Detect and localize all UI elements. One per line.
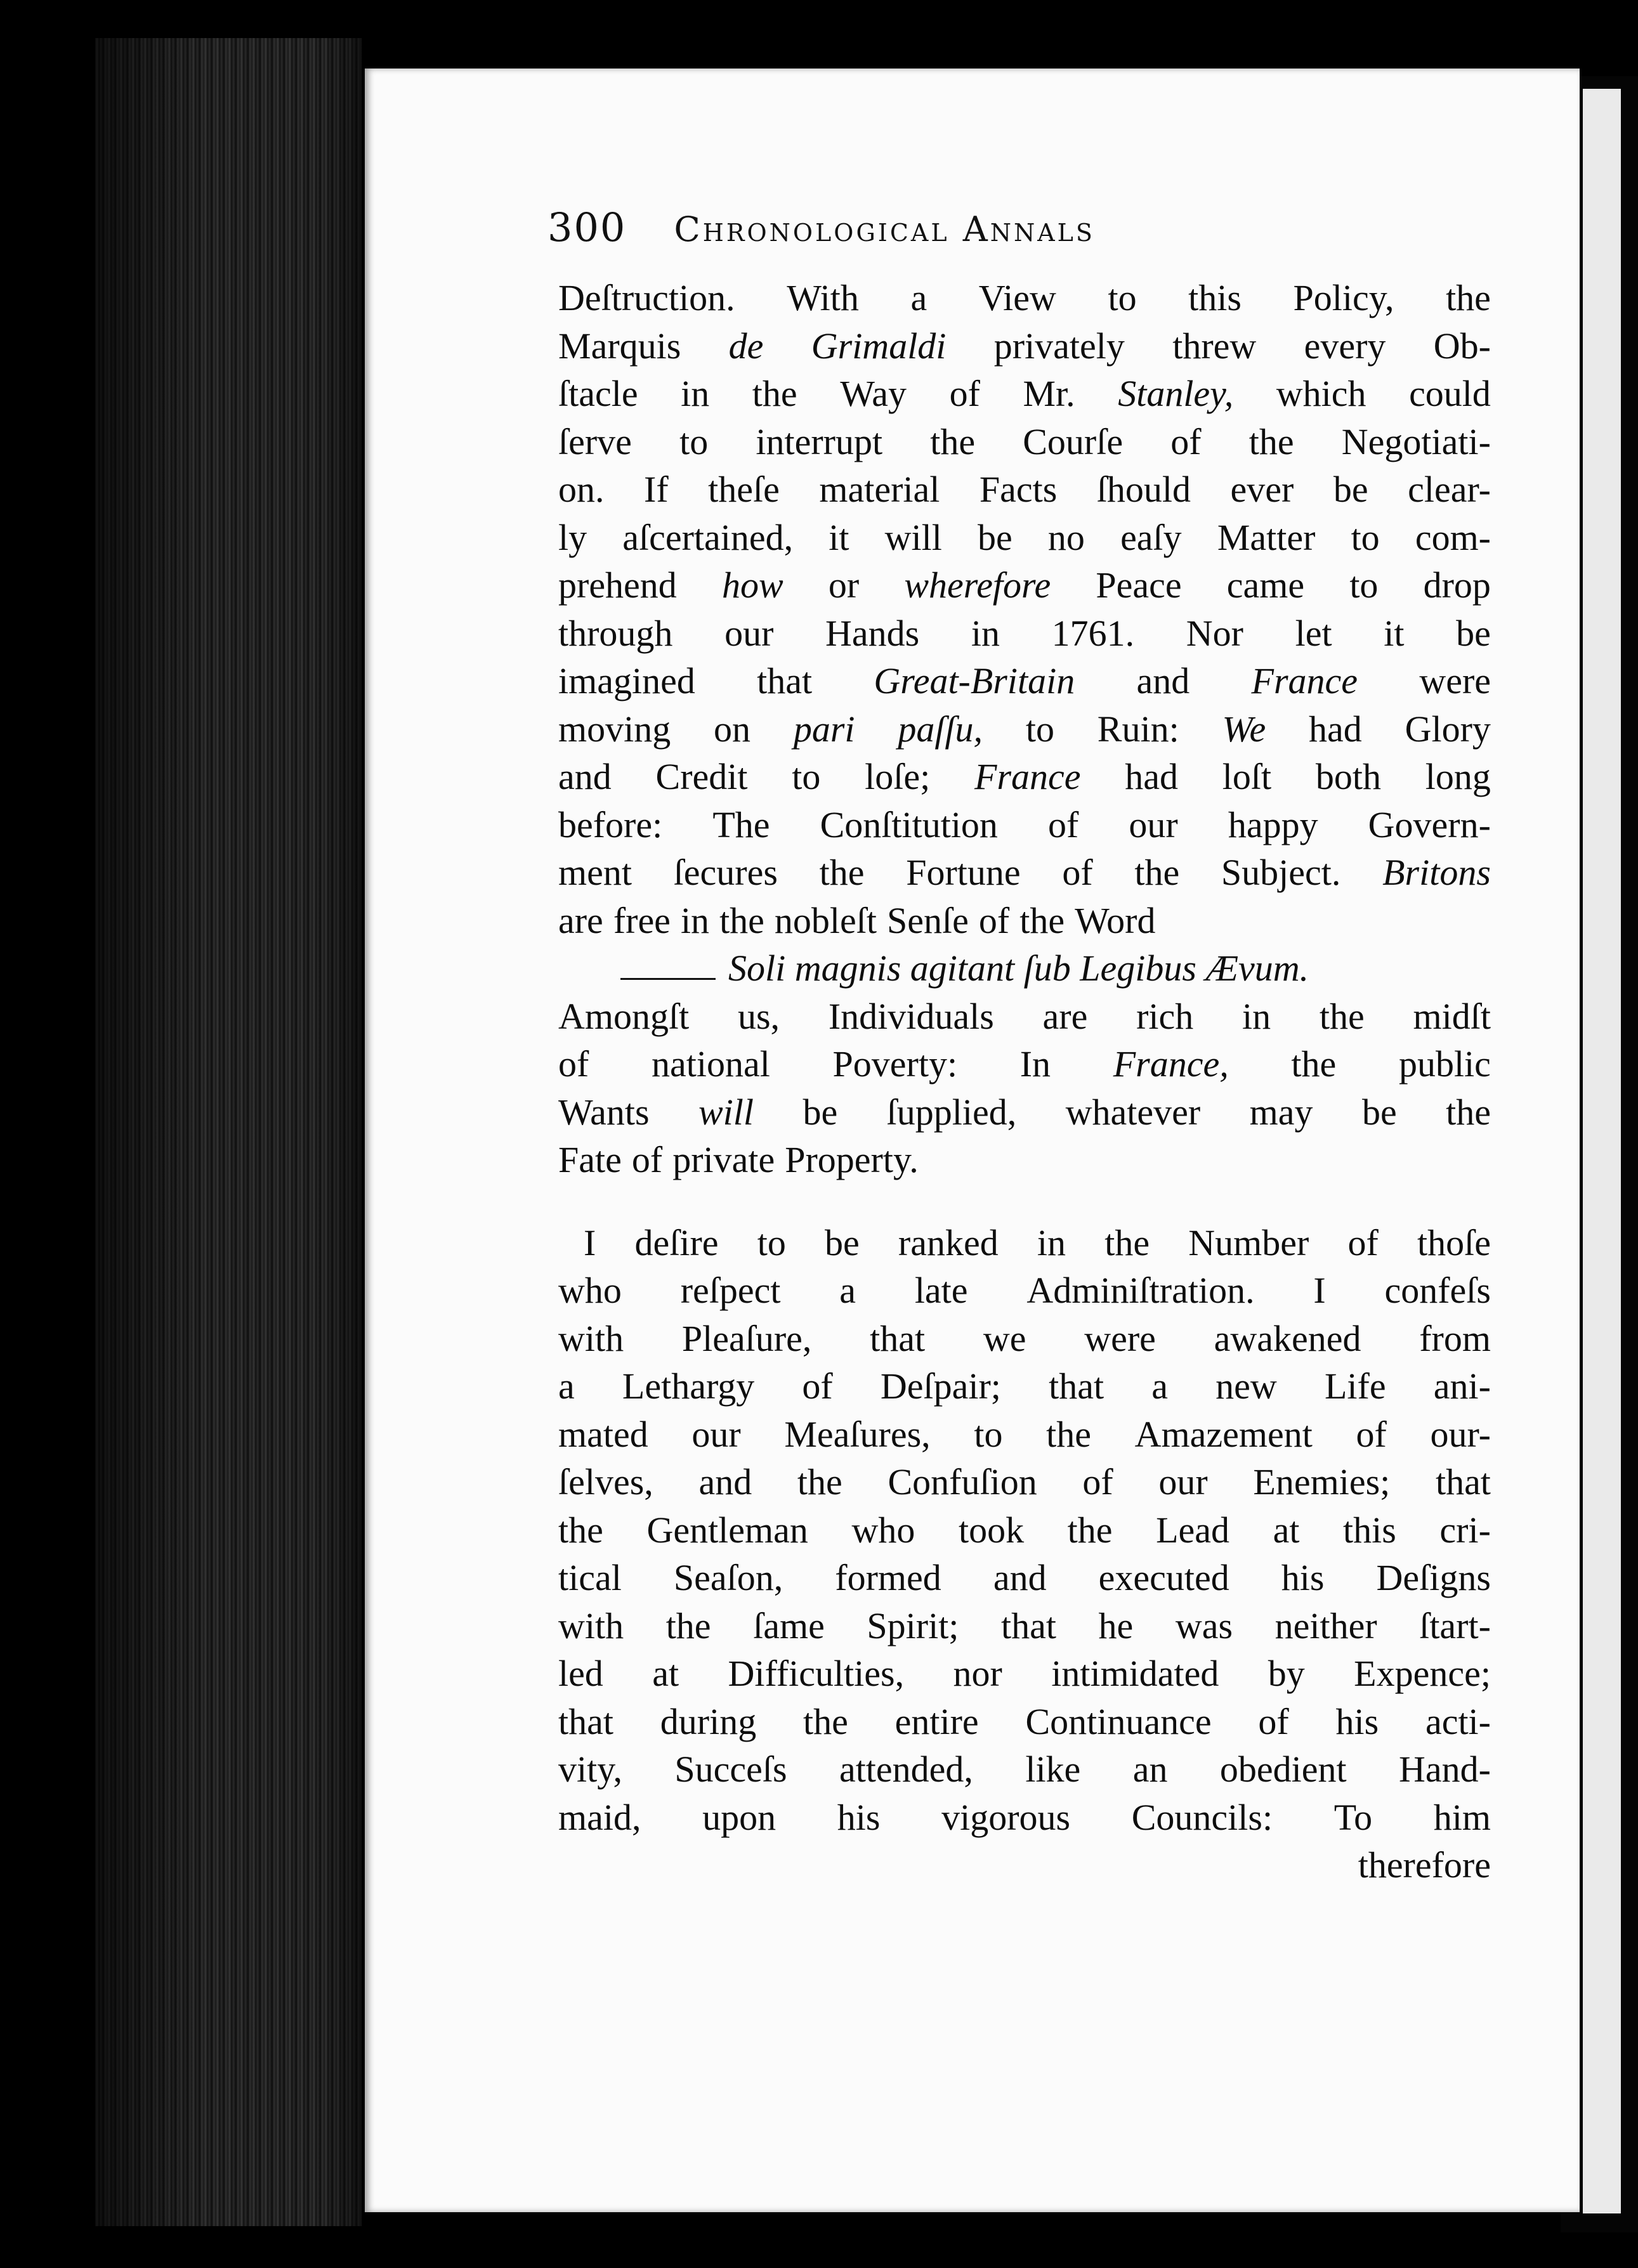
text-line: with Pleaſure, that we were awakened from	[558, 1317, 1491, 1359]
text-line: Fate of private Property.	[558, 1139, 919, 1180]
latin-quote-line	[558, 944, 1491, 993]
next-page-edge	[1583, 89, 1621, 2213]
text-line: the Gentleman who took the Lead at this cri-	[558, 1509, 1491, 1551]
text-line: ſtacle in the Way of Mr. Stanley, which could	[558, 373, 1491, 414]
text-line: ly aſcertained, it will be no eaſy Matter to com-	[558, 516, 1491, 558]
text-line: prehend how or wherefore Peace came to drop	[558, 564, 1491, 606]
body-text	[558, 274, 1491, 1889]
text-line: I deſire to be ranked in the Number of thoſe	[584, 1222, 1491, 1263]
text-line: ment ſecures the Fortune of the Subject. Britons	[558, 852, 1491, 893]
text-line: ſelves, and the Confuſion of our Enemies; that	[558, 1461, 1491, 1502]
text-line: with the ſame Spirit; that he was neither ſtart-	[558, 1605, 1491, 1646]
text-line: Marquis de Grimaldi privately threw every Ob-	[558, 325, 1491, 367]
latin-quote: Soli magnis agitant ſub Legibus Ævum.	[728, 948, 1309, 989]
text-line: who reſpect a late Adminiſtration. I confeſs	[558, 1270, 1491, 1311]
running-head: Chronological Annals	[674, 209, 1095, 249]
text-line: tical Seaſon, formed and executed his Deſigns	[558, 1557, 1491, 1598]
paragraph-gap	[558, 1184, 1491, 1219]
text-line: Deſtruction. With a View to this Policy, the	[558, 277, 1491, 318]
book-edge	[95, 38, 362, 2226]
text-line: that during the entire Continuance of his acti-	[558, 1700, 1491, 1742]
book-edge-shadow	[95, 38, 362, 2226]
text-line: Wants will be ſupplied, whatever may be the	[558, 1091, 1491, 1133]
text-line: vity, Succeſs attended, like an obedient Hand-	[558, 1749, 1491, 1790]
text-line: on. If theſe material Facts ſhould ever be clear-	[558, 469, 1491, 510]
page-header	[547, 204, 1245, 261]
catchword-line	[558, 1841, 1491, 1889]
quote-dash	[620, 932, 716, 980]
text-line: before: The Conſtitution of our happy Govern-	[558, 804, 1491, 845]
paragraph-1	[558, 274, 1491, 944]
text-line: imagined that Great-Britain and France were	[558, 660, 1491, 701]
page-number: 300	[547, 204, 627, 251]
text-line: a Lethargy of Deſpair; that a new Life ani-	[558, 1365, 1491, 1407]
text-line: ſerve to interrupt the Courſe of the Negotiati-	[558, 420, 1491, 462]
text-line: through our Hands in 1761. Nor let it be	[558, 612, 1491, 654]
text-line: moving on pari paſſu, to Ruin: We had Glory	[558, 708, 1491, 750]
text-line: maid, upon his vigorous Councils: To him	[558, 1796, 1491, 1838]
text-line: of national Poverty: In France, the public	[558, 1043, 1491, 1085]
text-line: led at Difficulties, nor intimidated by Expence;	[558, 1653, 1491, 1694]
paragraph-1-continued	[558, 993, 1491, 1184]
catchword: therefore	[1358, 1844, 1491, 1886]
text-line: mated our Meaſures, to the Amazement of our-	[558, 1413, 1491, 1455]
text-line: and Credit to loſe; France had loſt both long	[558, 756, 1491, 797]
text-line: Amongſt us, Individuals are rich in the midſt	[558, 995, 1491, 1037]
paragraph-2	[558, 1219, 1491, 1842]
text-line: are free in the nobleſt Senſe of the Word	[558, 899, 1156, 941]
